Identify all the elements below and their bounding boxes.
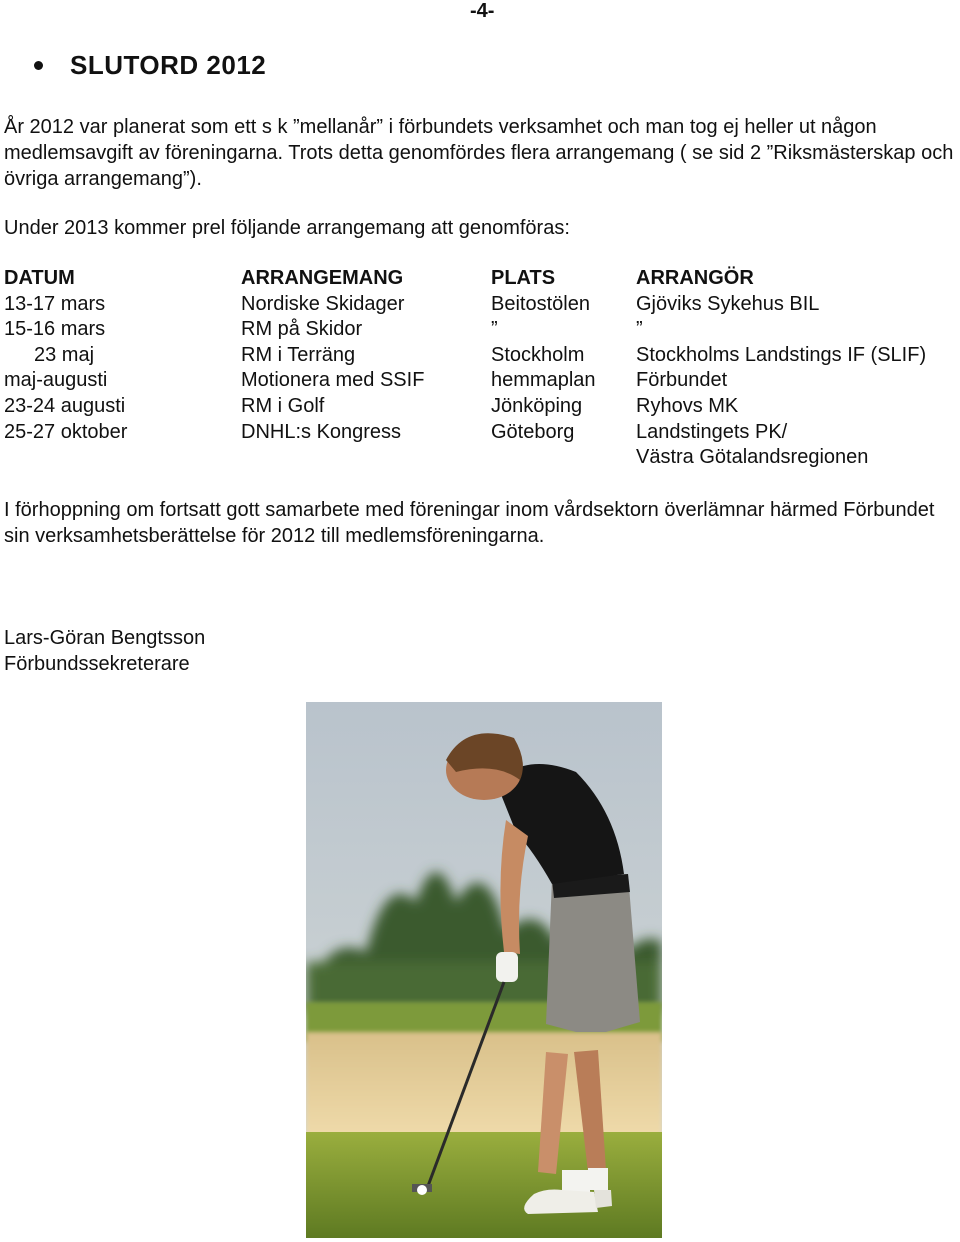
cell-place: Jönköping: [491, 394, 583, 417]
cell-event: RM i Golf: [241, 394, 325, 417]
table-row: [4, 420, 960, 446]
header-arrangemang: ARRANGEMANG: [241, 267, 404, 289]
cell-organizer: Landstingets PK/: [636, 420, 788, 443]
golfer-photo: [306, 702, 662, 1238]
cell-date: 23-24 augusti: [4, 394, 126, 417]
header-plats: PLATS: [491, 267, 556, 289]
upcoming-paragraph: Under 2013 kommer prel följande arrangemang att genomföras:: [4, 217, 570, 239]
cell-organizer: Förbundet: [636, 369, 728, 392]
closing-paragraph: I förhoppning om fortsatt gott samarbete med föreningar inom vårdsektorn överlämnar härmed Förbundet sin verksamhetsberättelse för 2012 till medlemsföreningarna.: [4, 499, 935, 547]
cell-date: 13-17 mars: [4, 292, 106, 315]
table-row: [4, 343, 960, 369]
intro-paragraph: År 2012 var planerat som ett s k ”mellanår” i förbundets verksamhet och man tog ej heller ut någon medlemsavgift av föreningarna. Trots detta genomfördes flera arrangemang ( se sid 2 ”Riksmästerskap och övriga arrangemang”).: [4, 116, 954, 190]
schedule-header-row: [4, 266, 960, 292]
cell-place: Stockholm: [491, 343, 585, 366]
cell-event: RM på Skidor: [241, 318, 363, 341]
cell-place: Göteborg: [491, 420, 575, 443]
header-datum: DATUM: [4, 267, 75, 289]
heading-title: SLUTORD 2012: [70, 50, 267, 80]
signature-title: Förbundssekreterare: [4, 653, 190, 675]
cell-place: ”: [491, 318, 498, 341]
header-arrangor: ARRANGÖR: [636, 267, 754, 289]
cell-date: 25-27 oktober: [4, 420, 128, 443]
table-row: [4, 317, 960, 343]
schedule-table: [4, 266, 960, 471]
table-row: [4, 445, 960, 471]
table-row: [4, 292, 960, 318]
cell-organizer: Stockholms Landstings IF (SLIF): [636, 343, 927, 366]
cell-event: DNHL:s Kongress: [241, 420, 402, 443]
cell-date: 15-16 mars: [4, 318, 106, 341]
cell-organizer: ”: [636, 318, 643, 341]
signature-name: Lars-Göran Bengtsson: [4, 627, 206, 649]
page-number: -4-: [470, 0, 495, 22]
cell-place: hemmaplan: [491, 369, 596, 392]
table-row: [4, 394, 960, 420]
cell-organizer: Gjöviks Sykehus BIL: [636, 292, 820, 315]
cell-date: 23 maj: [34, 343, 95, 366]
bullet-icon: [34, 61, 43, 70]
table-row: [4, 368, 960, 394]
cell-event: RM i Terräng: [241, 343, 356, 366]
cell-event: Nordiske Skidager: [241, 292, 405, 315]
cell-date: maj-augusti: [4, 369, 108, 392]
cell-place: Beitostölen: [491, 292, 590, 315]
cell-organizer: Ryhovs MK: [636, 394, 739, 417]
cell-event: Motionera med SSIF: [241, 369, 425, 392]
section-heading: [34, 50, 266, 81]
signature-block: [4, 625, 954, 677]
cell-organizer: Västra Götalandsregionen: [636, 446, 869, 469]
